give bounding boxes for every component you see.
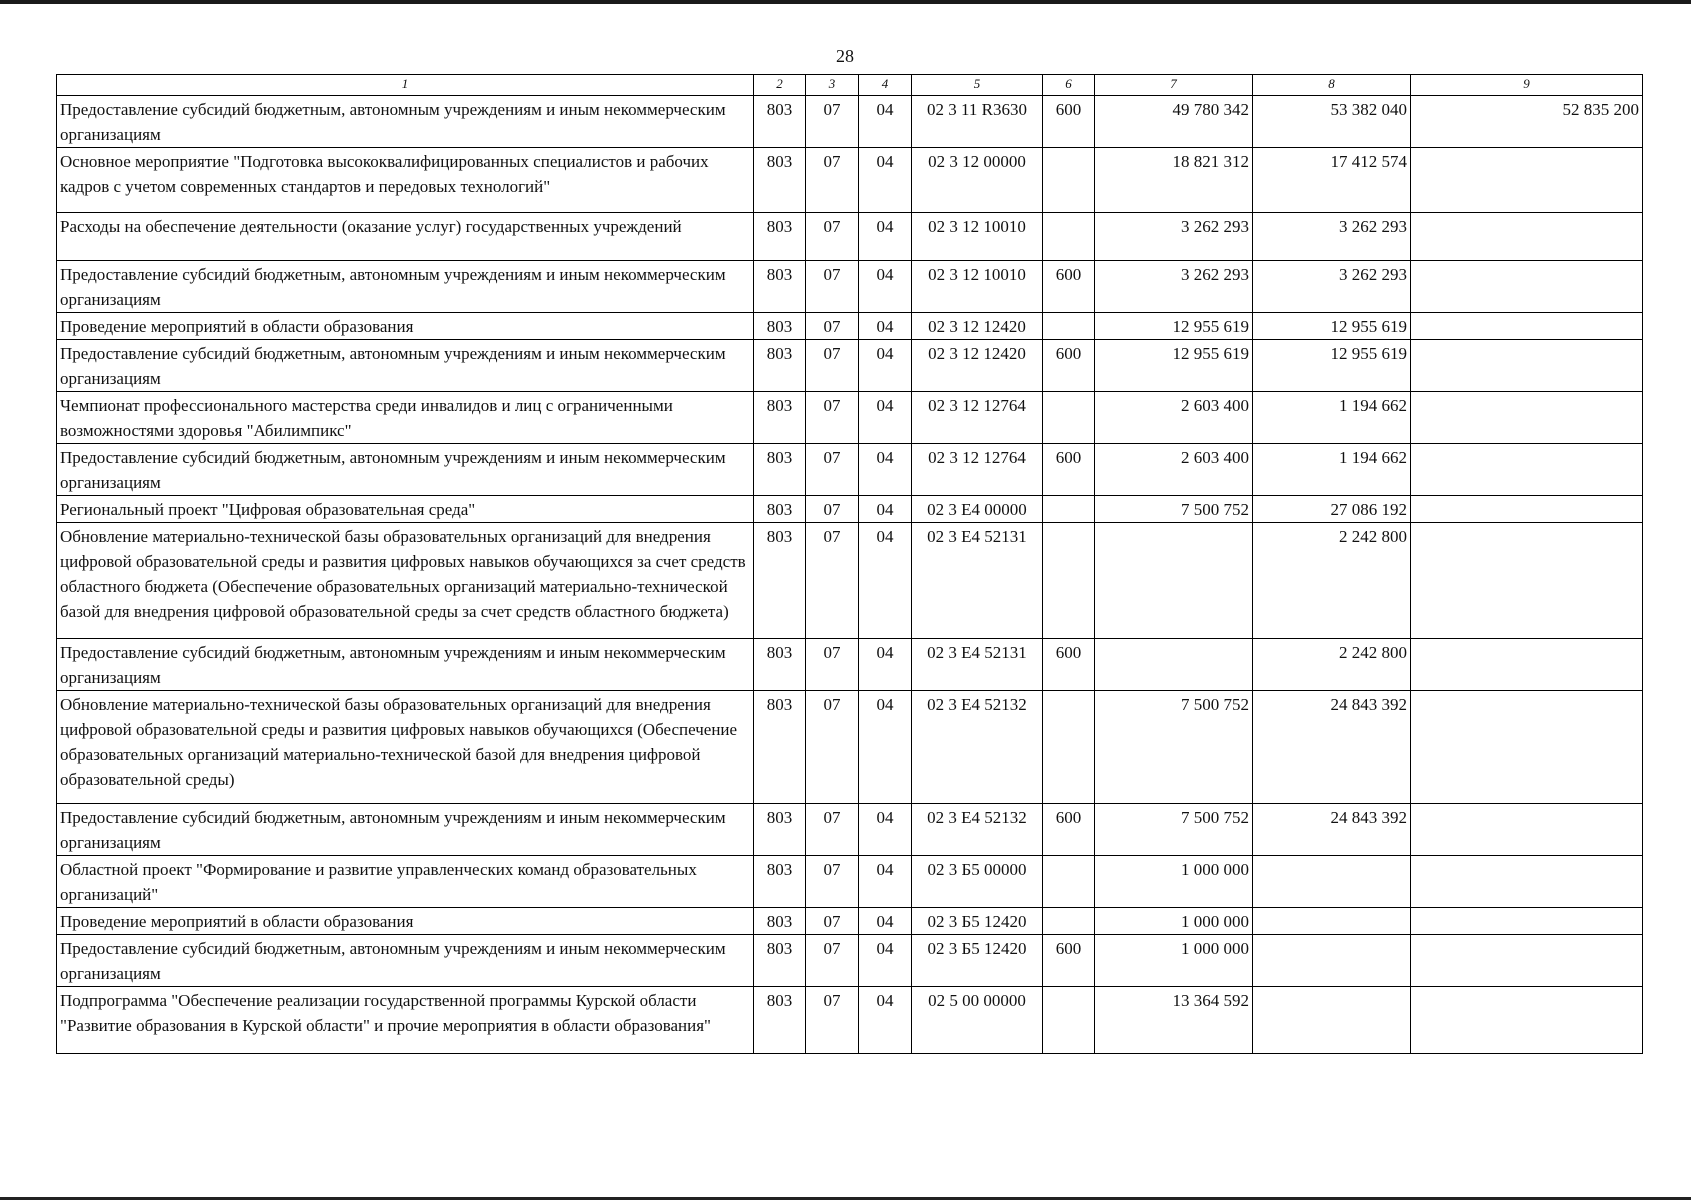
amount-col8 xyxy=(1253,987,1411,1054)
section-code: 07 xyxy=(806,213,859,261)
admin-code: 803 xyxy=(754,987,806,1054)
expense-type-code: 600 xyxy=(1043,804,1095,856)
target-article-code: 02 3 12 10010 xyxy=(912,213,1043,261)
subsection-code: 04 xyxy=(859,496,912,523)
subsection-code: 04 xyxy=(859,444,912,496)
item-name: Областной проект "Формирование и развитие управленческих команд образовательных организаций" xyxy=(57,856,754,908)
admin-code: 803 xyxy=(754,691,806,804)
amount-col9 xyxy=(1411,213,1643,261)
subsection-code: 04 xyxy=(859,639,912,691)
header-cell-6: 6 xyxy=(1043,75,1095,96)
amount-col8: 24 843 392 xyxy=(1253,804,1411,856)
section-code: 07 xyxy=(806,987,859,1054)
target-article-code: 02 3 E4 52132 xyxy=(912,804,1043,856)
page-number: 28 xyxy=(836,46,854,66)
amount-col8: 12 955 619 xyxy=(1253,340,1411,392)
subsection-code: 04 xyxy=(859,523,912,639)
subsection-code: 04 xyxy=(859,856,912,908)
target-article-code: 02 3 Б5 12420 xyxy=(912,935,1043,987)
table-row xyxy=(57,340,1643,392)
admin-code: 803 xyxy=(754,496,806,523)
amount-col8: 17 412 574 xyxy=(1253,148,1411,213)
table-row xyxy=(57,935,1643,987)
item-name: Предоставление субсидий бюджетным, автономным учреждениям и иным некоммерческим организациям xyxy=(57,444,754,496)
expense-type-code: 600 xyxy=(1043,935,1095,987)
item-name: Предоставление субсидий бюджетным, автономным учреждениям и иным некоммерческим организациям xyxy=(57,804,754,856)
subsection-code: 04 xyxy=(859,392,912,444)
item-name: Основное мероприятие "Подготовка высококвалифицированных специалистов и рабочих кадров с учетом современных стандартов и передовых технологий" xyxy=(57,148,754,213)
amount-col9 xyxy=(1411,261,1643,313)
amount-col7: 49 780 342 xyxy=(1095,96,1253,148)
subsection-code: 04 xyxy=(859,340,912,392)
header-cell-7: 7 xyxy=(1095,75,1253,96)
target-article-code: 02 5 00 00000 xyxy=(912,987,1043,1054)
amount-col8 xyxy=(1253,856,1411,908)
amount-col8: 3 262 293 xyxy=(1253,261,1411,313)
target-article-code: 02 3 Б5 00000 xyxy=(912,856,1043,908)
amount-col9 xyxy=(1411,496,1643,523)
table-row xyxy=(57,987,1643,1054)
amount-col9 xyxy=(1411,392,1643,444)
amount-col7: 7 500 752 xyxy=(1095,804,1253,856)
amount-col7: 2 603 400 xyxy=(1095,444,1253,496)
item-name: Предоставление субсидий бюджетным, автономным учреждениям и иным некоммерческим организациям xyxy=(57,340,754,392)
section-code: 07 xyxy=(806,340,859,392)
section-code: 07 xyxy=(806,639,859,691)
amount-col8: 3 262 293 xyxy=(1253,213,1411,261)
admin-code: 803 xyxy=(754,444,806,496)
admin-code: 803 xyxy=(754,639,806,691)
admin-code: 803 xyxy=(754,908,806,935)
amount-col8: 53 382 040 xyxy=(1253,96,1411,148)
expense-type-code xyxy=(1043,987,1095,1054)
item-name: Предоставление субсидий бюджетным, автономным учреждениям и иным некоммерческим организациям xyxy=(57,639,754,691)
target-article-code: 02 3 12 10010 xyxy=(912,261,1043,313)
item-name: Предоставление субсидий бюджетным, автономным учреждениям и иным некоммерческим организациям xyxy=(57,935,754,987)
subsection-code: 04 xyxy=(859,213,912,261)
expense-type-code: 600 xyxy=(1043,96,1095,148)
subsection-code: 04 xyxy=(859,313,912,340)
budget-table xyxy=(56,74,1643,1054)
amount-col7: 3 262 293 xyxy=(1095,261,1253,313)
amount-col8: 27 086 192 xyxy=(1253,496,1411,523)
admin-code: 803 xyxy=(754,213,806,261)
table-row xyxy=(57,908,1643,935)
amount-col8: 2 242 800 xyxy=(1253,523,1411,639)
item-name: Чемпионат профессионального мастерства среди инвалидов и лиц с ограниченными возможностями здоровья "Абилимпикс" xyxy=(57,392,754,444)
target-article-code: 02 3 E4 00000 xyxy=(912,496,1043,523)
table-row xyxy=(57,691,1643,804)
amount-col9 xyxy=(1411,340,1643,392)
amount-col7: 18 821 312 xyxy=(1095,148,1253,213)
table-row xyxy=(57,496,1643,523)
item-name: Обновление материально-технической базы образовательных организаций для внедрения цифровой образовательной среды и развития цифровых навыков обучающихся (Обеспечение образовательных организаций материально-технической базой для внедрения цифровой образовательной среды) xyxy=(57,691,754,804)
expense-type-code xyxy=(1043,148,1095,213)
expense-type-code xyxy=(1043,691,1095,804)
amount-col9 xyxy=(1411,935,1643,987)
target-article-code: 02 3 12 12420 xyxy=(912,340,1043,392)
subsection-code: 04 xyxy=(859,691,912,804)
subsection-code: 04 xyxy=(859,96,912,148)
header-cell-4: 4 xyxy=(859,75,912,96)
amount-col8: 2 242 800 xyxy=(1253,639,1411,691)
section-code: 07 xyxy=(806,392,859,444)
target-article-code: 02 3 E4 52132 xyxy=(912,691,1043,804)
table-row xyxy=(57,313,1643,340)
item-name: Подпрограмма "Обеспечение реализации государственной программы Курской области "Развитие образования в Курской области" и прочие мероприятия в области образования" xyxy=(57,987,754,1054)
table-row xyxy=(57,523,1643,639)
amount-col9 xyxy=(1411,313,1643,340)
amount-col9 xyxy=(1411,908,1643,935)
section-code: 07 xyxy=(806,148,859,213)
target-article-code: 02 3 Б5 12420 xyxy=(912,908,1043,935)
amount-col7: 1 000 000 xyxy=(1095,856,1253,908)
section-code: 07 xyxy=(806,313,859,340)
table-row xyxy=(57,213,1643,261)
amount-col7 xyxy=(1095,639,1253,691)
amount-col8: 24 843 392 xyxy=(1253,691,1411,804)
amount-col9 xyxy=(1411,804,1643,856)
section-code: 07 xyxy=(806,804,859,856)
section-code: 07 xyxy=(806,856,859,908)
amount-col9 xyxy=(1411,639,1643,691)
amount-col9: 52 835 200 xyxy=(1411,96,1643,148)
target-article-code: 02 3 12 12420 xyxy=(912,313,1043,340)
table-row xyxy=(57,148,1643,213)
expense-type-code: 600 xyxy=(1043,444,1095,496)
admin-code: 803 xyxy=(754,392,806,444)
expense-type-code xyxy=(1043,392,1095,444)
subsection-code: 04 xyxy=(859,261,912,313)
target-article-code: 02 3 E4 52131 xyxy=(912,639,1043,691)
item-name: Расходы на обеспечение деятельности (оказание услуг) государственных учреждений xyxy=(57,213,754,261)
amount-col7 xyxy=(1095,523,1253,639)
item-name: Предоставление субсидий бюджетным, автономным учреждениям и иным некоммерческим организациям xyxy=(57,261,754,313)
admin-code: 803 xyxy=(754,148,806,213)
amount-col7: 7 500 752 xyxy=(1095,691,1253,804)
section-code: 07 xyxy=(806,523,859,639)
admin-code: 803 xyxy=(754,261,806,313)
amount-col8: 1 194 662 xyxy=(1253,444,1411,496)
amount-col9 xyxy=(1411,148,1643,213)
item-name: Обновление материально-технической базы образовательных организаций для внедрения цифровой образовательной среды и развития цифровых навыков обучающихся за счет средств областного бюджета (Обеспечение образовательных организаций материально-технической базой для внедрения цифровой образовательной среды за счет средств областного бюджета) xyxy=(57,523,754,639)
section-code: 07 xyxy=(806,261,859,313)
amount-col8: 12 955 619 xyxy=(1253,313,1411,340)
section-code: 07 xyxy=(806,935,859,987)
amount-col7: 1 000 000 xyxy=(1095,908,1253,935)
subsection-code: 04 xyxy=(859,987,912,1054)
expense-type-code xyxy=(1043,523,1095,639)
target-article-code: 02 3 E4 52131 xyxy=(912,523,1043,639)
table-row xyxy=(57,261,1643,313)
amount-col8 xyxy=(1253,908,1411,935)
item-name: Проведение мероприятий в области образования xyxy=(57,313,754,340)
amount-col7: 2 603 400 xyxy=(1095,392,1253,444)
expense-type-code xyxy=(1043,213,1095,261)
expense-type-code xyxy=(1043,908,1095,935)
header-cell-3: 3 xyxy=(806,75,859,96)
header-cell-2: 2 xyxy=(754,75,806,96)
expense-type-code: 600 xyxy=(1043,261,1095,313)
subsection-code: 04 xyxy=(859,935,912,987)
table-header-row xyxy=(57,75,1643,96)
subsection-code: 04 xyxy=(859,148,912,213)
subsection-code: 04 xyxy=(859,804,912,856)
amount-col7: 3 262 293 xyxy=(1095,213,1253,261)
target-article-code: 02 3 12 12764 xyxy=(912,392,1043,444)
amount-col9 xyxy=(1411,691,1643,804)
amount-col8: 1 194 662 xyxy=(1253,392,1411,444)
header-cell-5: 5 xyxy=(912,75,1043,96)
table-row xyxy=(57,444,1643,496)
amount-col8 xyxy=(1253,935,1411,987)
amount-col7: 7 500 752 xyxy=(1095,496,1253,523)
table-row xyxy=(57,639,1643,691)
target-article-code: 02 3 12 00000 xyxy=(912,148,1043,213)
expense-type-code xyxy=(1043,313,1095,340)
table-row xyxy=(57,804,1643,856)
item-name: Проведение мероприятий в области образования xyxy=(57,908,754,935)
expense-type-code xyxy=(1043,496,1095,523)
scan-top-edge xyxy=(0,0,1691,4)
section-code: 07 xyxy=(806,908,859,935)
target-article-code: 02 3 12 12764 xyxy=(912,444,1043,496)
amount-col9 xyxy=(1411,987,1643,1054)
item-name: Предоставление субсидий бюджетным, автономным учреждениям и иным некоммерческим организациям xyxy=(57,96,754,148)
table-row xyxy=(57,392,1643,444)
admin-code: 803 xyxy=(754,804,806,856)
item-name: Региональный проект "Цифровая образовательная среда" xyxy=(57,496,754,523)
admin-code: 803 xyxy=(754,340,806,392)
section-code: 07 xyxy=(806,496,859,523)
expense-type-code: 600 xyxy=(1043,340,1095,392)
subsection-code: 04 xyxy=(859,908,912,935)
admin-code: 803 xyxy=(754,523,806,639)
section-code: 07 xyxy=(806,444,859,496)
section-code: 07 xyxy=(806,96,859,148)
header-cell-8: 8 xyxy=(1253,75,1411,96)
header-cell-1: 1 xyxy=(57,75,754,96)
table-row xyxy=(57,96,1643,148)
table-row xyxy=(57,856,1643,908)
amount-col7: 13 364 592 xyxy=(1095,987,1253,1054)
admin-code: 803 xyxy=(754,96,806,148)
amount-col9 xyxy=(1411,444,1643,496)
amount-col9 xyxy=(1411,856,1643,908)
expense-type-code xyxy=(1043,856,1095,908)
admin-code: 803 xyxy=(754,935,806,987)
admin-code: 803 xyxy=(754,313,806,340)
amount-col7: 12 955 619 xyxy=(1095,340,1253,392)
header-cell-9: 9 xyxy=(1411,75,1643,96)
admin-code: 803 xyxy=(754,856,806,908)
target-article-code: 02 3 11 R3630 xyxy=(912,96,1043,148)
amount-col7: 1 000 000 xyxy=(1095,935,1253,987)
amount-col9 xyxy=(1411,523,1643,639)
section-code: 07 xyxy=(806,691,859,804)
amount-col7: 12 955 619 xyxy=(1095,313,1253,340)
expense-type-code: 600 xyxy=(1043,639,1095,691)
